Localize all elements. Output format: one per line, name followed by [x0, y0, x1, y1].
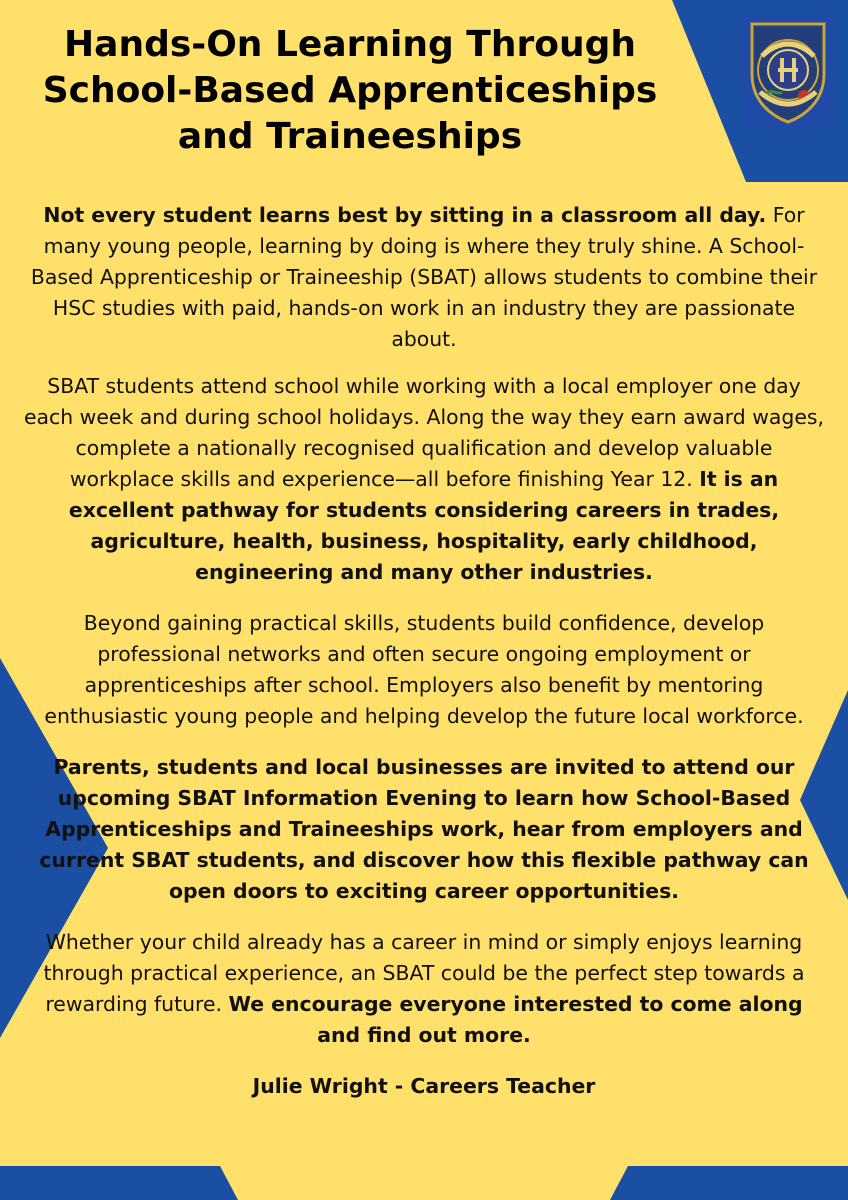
title-line-2: School-Based Apprenticeships [42, 70, 658, 111]
page-title [0, 22, 700, 160]
school-crest-icon [742, 16, 834, 128]
paragraph-closing [22, 927, 826, 1051]
article-body [22, 200, 826, 1122]
paragraph-benefits: Beyond gaining practical skills, students build confidence, develop professional networks and often secure ongoing employment or apprenticeships after school. Employers also benefit by mentoring enthusiastic young people and helping develop the future local workforce. [44, 611, 804, 728]
title-line-1: Hands-On Learning Through [64, 24, 636, 65]
paragraph-closing-text: Whether your child already has a career in mind or simply enjoys learning through practical experience, an SBAT could be the perfect step towards a rewarding future. [43, 930, 805, 1016]
paragraph-closing-bold: We encourage everyone interested to come along and find out more. [228, 992, 803, 1047]
paragraph-intro-rest: For many young people, learning by doing is where they truly shine. A School-Based Apprenticeship or Traineeship (SBAT) allows students to combine their HSC studies with paid, hands-on work in an industry they are passionate about. [30, 203, 818, 351]
title-line-3: and Traineeships [177, 116, 523, 157]
paragraph-intro [22, 200, 826, 355]
paragraph-intro-bold: Not every student learns best by sitting in a classroom all day. [43, 203, 767, 227]
signature: Julie Wright - Careers Teacher [252, 1074, 596, 1098]
paragraph-sbat-details [22, 371, 826, 588]
paragraph-invitation [22, 752, 826, 907]
paragraph-invitation-bold: Parents, students and local businesses are invited to attend our upcoming SBAT Information Evening to learn how School-Based Apprenticeships and Traineeships work, hear from employers and current SBAT students, and discover how this flexible pathway can open doors to exciting career opportunities. [39, 755, 809, 903]
paragraph-sbat-details-text: SBAT students attend school while working with a local employer one day each week and during school holidays. Along the way they earn award wages, complete a nationally recognised qualification and develop valuable workplace skills and experience—all before finishing Year 12. [24, 374, 824, 491]
paragraph-sbat-details-bold: It is an excellent pathway for students considering careers in trades, agriculture, health, business, hospitality, early childhood, engineering and many other industries. [68, 467, 780, 584]
yellow-notch-bottom [220, 1166, 628, 1200]
